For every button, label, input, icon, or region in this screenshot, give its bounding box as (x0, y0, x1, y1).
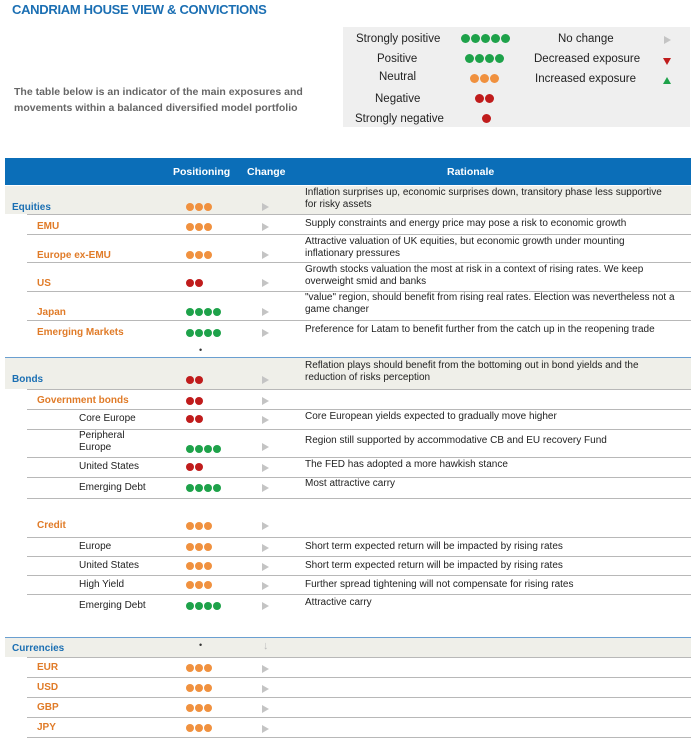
positioning-dots (186, 580, 212, 591)
table-row (5, 321, 691, 343)
positioning-dots (186, 278, 203, 289)
row-rationale: Attractive valuation of UK equities, but economic growth under mounting inflationary pressures (305, 236, 625, 259)
positioning-dots (186, 307, 221, 318)
positioning-dots (186, 703, 212, 714)
positioning-dots (186, 250, 212, 261)
table-row (5, 538, 691, 557)
no-change-icon (262, 443, 269, 454)
legend-negative: Negative (375, 93, 421, 105)
no-change-icon (262, 203, 269, 214)
green-dot-icon (485, 54, 494, 63)
red-dot-icon (475, 94, 484, 103)
arrow-down-icon: ↓ (263, 640, 269, 652)
row-label: EUR (37, 662, 59, 673)
row-label: High Yield (79, 579, 125, 590)
table-row (5, 678, 691, 698)
positioning-dots (186, 663, 212, 674)
row-label: United States (79, 560, 140, 571)
no-change-icon (262, 251, 269, 262)
legend-dots-strongly-negative (482, 113, 491, 125)
red-dot-icon (482, 114, 491, 123)
row-rationale: Attractive carry (305, 597, 372, 608)
no-change-icon (262, 416, 269, 427)
row-rationale: Most attractive carry (305, 478, 396, 489)
row-label: Currencies (12, 643, 65, 654)
table-row (5, 557, 691, 576)
row-rationale: "value" region, should benefit from rising real rates. Election was nevertheless not a game changer (305, 292, 675, 315)
table-row (5, 516, 691, 536)
green-dot-icon (475, 54, 484, 63)
green-dot-icon (461, 34, 470, 43)
legend-neutral: Neutral (379, 71, 417, 83)
positioning-dots (186, 521, 212, 532)
legend-dots-neutral (470, 73, 499, 85)
no-change-icon (262, 329, 269, 340)
header-change: Change (247, 166, 286, 178)
no-change-icon (262, 308, 269, 319)
row-label: Europe (79, 541, 112, 552)
no-change-icon (262, 705, 269, 716)
no-change-icon (664, 35, 671, 47)
row-label: USD (37, 682, 59, 693)
positioning-dots (186, 202, 212, 213)
positioning-dots (186, 462, 203, 473)
legend-strongly-positive: Strongly positive (356, 33, 441, 45)
row-rationale: Region still supported by accommodative CB and EU recovery Fund (305, 435, 607, 446)
header-positioning: Positioning (173, 166, 231, 178)
row-rationale: Growth stocks valuation the most at risk in a context of rising rates. We keep overweight smid and banks (305, 264, 644, 287)
row-label: Emerging Markets (37, 327, 124, 338)
table-row (5, 357, 691, 389)
row-label: Government bonds (37, 395, 129, 406)
row-rationale: Further spread tightening will not compensate for rising rates (305, 579, 574, 590)
row-label: GBP (37, 702, 59, 713)
row-label: Japan (37, 307, 66, 318)
no-change-icon (262, 582, 269, 593)
decreased-icon (663, 56, 671, 68)
orange-dot-icon (490, 74, 499, 83)
row-rationale: Supply constraints and energy price may pose a risk to economic growth (305, 218, 627, 229)
row-label: Bonds (12, 374, 44, 385)
table-row (5, 595, 691, 617)
no-change-icon (262, 279, 269, 290)
legend (343, 27, 690, 127)
positioning-dots (186, 601, 221, 612)
orange-dot-icon (470, 74, 479, 83)
legend-strongly-negative: Strongly negative (355, 113, 444, 125)
green-dot-icon (481, 34, 490, 43)
row-rationale: Short term expected return will be impacted by rising rates (305, 560, 563, 571)
table-row (5, 430, 691, 457)
table-header (5, 158, 691, 185)
legend-positive: Positive (377, 53, 418, 65)
no-change-icon (262, 685, 269, 696)
dot-marker: • (199, 345, 203, 355)
row-rationale: Inflation surprises up, economic surprises down, transitory phase less supportive for risky assets (305, 187, 662, 210)
green-dot-icon (495, 54, 504, 63)
green-dot-icon (471, 34, 480, 43)
row-label: United States (79, 461, 140, 472)
table-row (5, 458, 691, 478)
legend-no-change: No change (558, 33, 614, 45)
no-change-icon (262, 223, 269, 234)
green-dot-icon (491, 34, 500, 43)
row-rationale: Preference for Latam to benefit further from the catch up in the reopening trade (305, 324, 655, 335)
orange-dot-icon (480, 74, 489, 83)
row-label: Peripheral Europe (79, 430, 125, 453)
positioning-dots (186, 328, 221, 339)
no-change-icon (262, 602, 269, 613)
dot-marker: • (199, 640, 203, 650)
legend-dots-negative (475, 93, 494, 105)
table-row (5, 637, 691, 657)
positioning-dots (186, 375, 203, 386)
table-row (5, 390, 691, 410)
table-row (5, 576, 691, 595)
green-dot-icon (465, 54, 474, 63)
table-row (5, 186, 691, 214)
row-label: Credit (37, 520, 66, 531)
row-rationale: Reflation plays should benefit from the bottoming out in bond yields and the reduction of risks perception (305, 360, 639, 383)
positioning-dots (186, 414, 203, 425)
no-change-icon (262, 725, 269, 736)
table-row (5, 235, 691, 262)
page-title: CANDRIAM HOUSE VIEW & CONVICTIONS (12, 2, 267, 17)
positioning-dots (186, 561, 212, 572)
no-change-icon (262, 397, 269, 408)
row-label: Emerging Debt (79, 482, 146, 493)
legend-increased: Increased exposure (535, 73, 637, 85)
positioning-dots (186, 444, 221, 455)
row-rationale: The FED has adopted a more hawkish stance (305, 459, 508, 470)
row-label: Equities (12, 202, 51, 213)
legend-decreased: Decreased exposure (534, 53, 641, 65)
no-change-icon (262, 563, 269, 574)
no-change-icon (262, 376, 269, 387)
positioning-dots (186, 683, 212, 694)
red-dot-icon (485, 94, 494, 103)
row-label: Emerging Debt (79, 600, 146, 611)
table-row (5, 292, 691, 320)
table-row (5, 410, 691, 430)
no-change-icon (262, 665, 269, 676)
row-label: Europe ex-EMU (37, 250, 111, 261)
row-label: Core Europe (79, 413, 136, 424)
row-label: US (37, 278, 51, 289)
no-change-icon (262, 464, 269, 475)
row-rationale: Short term expected return will be impacted by rising rates (305, 541, 563, 552)
row-label: JPY (37, 722, 56, 733)
positioning-dots (186, 542, 212, 553)
positioning-dots (186, 483, 221, 494)
no-change-icon (262, 544, 269, 555)
green-dot-icon (501, 34, 510, 43)
intro-text: The table below is an indicator of the main exposures and movements within a balanced diversified model portfolio (14, 86, 303, 114)
legend-dots-positive (465, 53, 504, 65)
header-rationale: Rationale (447, 166, 495, 178)
no-change-icon (262, 522, 269, 533)
legend-dots-strongly-positive (461, 33, 510, 45)
positioning-dots (186, 222, 212, 233)
row-label: EMU (37, 221, 60, 232)
table-row (5, 698, 691, 718)
table-row (5, 478, 691, 500)
table-row (5, 658, 691, 678)
no-change-icon (262, 484, 269, 495)
table-row (5, 215, 691, 235)
row-rationale: Core European yields expected to gradually move higher (305, 411, 557, 422)
positioning-dots (186, 396, 203, 407)
table-row (5, 263, 691, 291)
increased-icon (663, 75, 671, 87)
table-row (5, 718, 691, 738)
positioning-dots (186, 723, 212, 734)
